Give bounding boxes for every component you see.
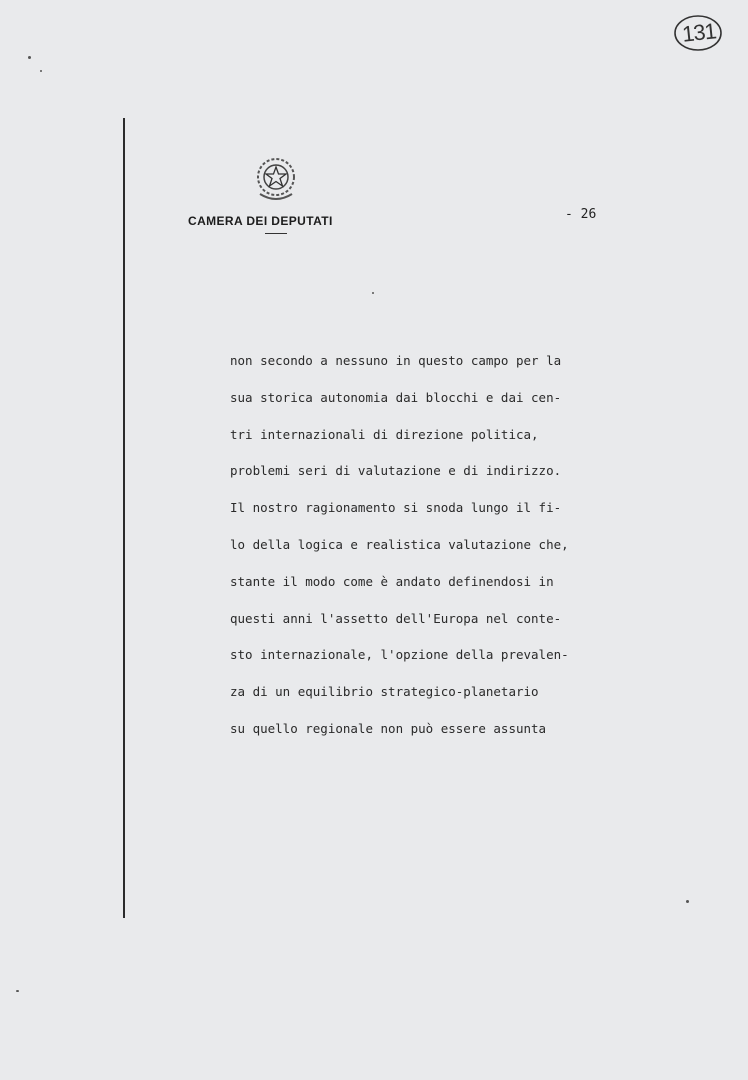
body-text [230,353,700,758]
text-line: non secondo a nessuno in questo campo per la [230,353,562,368]
scan-speck [686,900,689,903]
institution-underline [265,233,287,234]
text-line: za di un equilibrio strategico-planetario [230,684,539,700]
institution-name: CAMERA DEI DEPUTATI [188,214,333,228]
text-line: problemi seri di valutazione e di indirizzo. [230,463,562,479]
margin-rule [123,118,125,918]
text-line: tri internazionali di direzione politica, [230,426,539,442]
italian-republic-emblem-icon [254,154,298,204]
text-line: questi anni l'assetto dell'Europa nel conte- [230,610,562,626]
text-line: su quello regionale non può essere assunta [230,720,547,736]
text-line: sto internazionale, l'opzione della prevalen- [230,647,569,663]
page-number: - 26 [565,207,597,222]
scan-speck [372,292,374,294]
text-line: Il nostro ragionamento si snoda lungo il fi- [230,500,562,516]
scan-speck [16,990,19,992]
text-line: stante il modo come è andato definendosi in [230,573,554,589]
text-line: sua storica autonomia dai blocchi e dai cen- [230,389,562,405]
archive-number: 131 [680,18,718,47]
scan-speck [28,56,31,59]
text-line: lo della logica e realistica valutazione che, [230,536,569,552]
scan-speck [40,70,42,72]
